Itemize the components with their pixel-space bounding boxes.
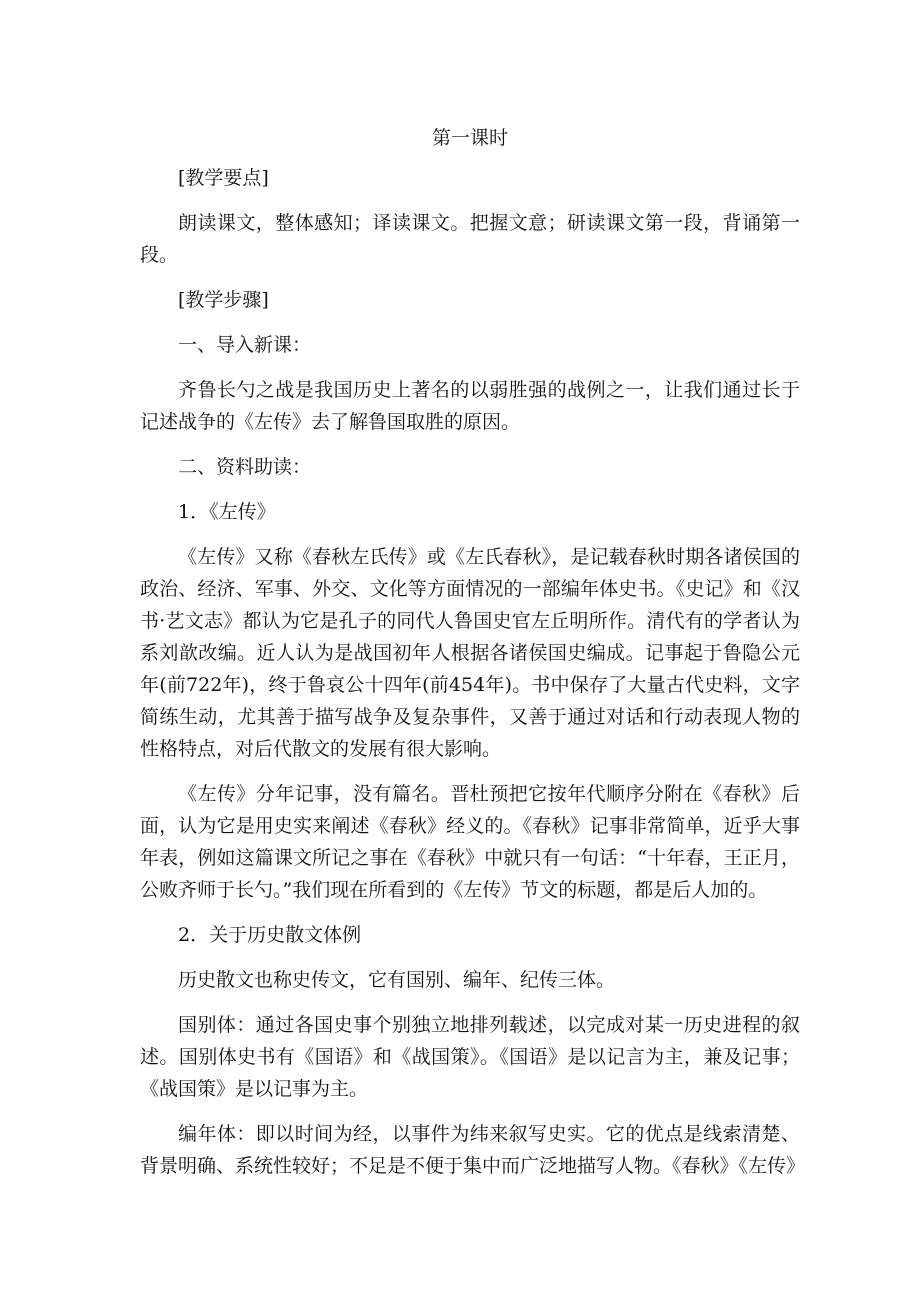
lesson-title: 第一课时 bbox=[431, 127, 508, 149]
introduction-paragraph: 齐鲁长勺之战是我国历史上著名的以弱胜强的战例之一，让我们通过长于记述战争的《左传》去了解鲁国取胜的原因。 bbox=[140, 379, 800, 433]
document-body bbox=[140, 122, 806, 1195]
subsection-historical-prose-heading: 2．关于历史散文体例 bbox=[178, 924, 362, 946]
zuozhuan-paragraph-1: 《左传》又称《春秋左氏传》或《左氏春秋》，是记载春秋时期各诸侯国的政治、经济、军事、外交、文化等方面情况的一部编年体史书。《史记》和《汉书·艺文志》都认为它是孔子的同代人鲁国史官左丘明所作。清代有的学者认为系刘歆改编。近人认为是战国初年人根据各诸侯国史编成。记事起于鲁隐公元年(前722年)，终于鲁哀公十四年(前454年)。书中保存了大量古代史料，文字简练生动，尤其善于描写战争及复杂事件，又善于通过对话和行动表现人物的性格特点，对后代散文的发展有很大影响。 bbox=[140, 546, 800, 760]
historical-prose-intro: 历史散文也称史传文，它有国别、编年、纪传三体。 bbox=[178, 969, 616, 991]
section-heading-key-points: [教学要点] bbox=[178, 167, 269, 189]
key-points-text: 朗读课文，整体感知；译读课文。把握文意；研读课文第一段，背诵第一段。 bbox=[140, 212, 800, 266]
step-one-heading: 一、导入新课： bbox=[178, 334, 312, 356]
zuozhuan-paragraph-2: 《左传》分年记事，没有篇名。晋杜预把它按年代顺序分附在《春秋》后面，认为它是用史实来阐述《春秋》经义的。《春秋》记事非常简单，近乎大事年表，例如这篇课文所记之事在《春秋》中就只有一句话：“十年春，王正月，公败齐师于长勺。”我们现在所看到的《左传》节文的标题，都是后人加的。 bbox=[140, 783, 800, 901]
step-two-heading: 二、资料助读： bbox=[178, 456, 312, 478]
section-heading-steps: [教学步骤] bbox=[178, 289, 269, 311]
biannian-style-paragraph: 编年体：即以时间为经，以事件为纬来叙写史实。它的优点是线索清楚、背景明确、系统性较好；不足是不便于集中而广泛地描写人物。《春秋》《左传》 bbox=[140, 1123, 806, 1177]
guobie-style-paragraph: 国别体：通过各国史事个别独立地排列载述，以完成对某一历史进程的叙述。国别体史书有《国语》和《战国策》。《国语》是以记言为主，兼及记事；《战国策》是以记事为主。 bbox=[140, 1014, 800, 1100]
subsection-zuozhuan-heading: 1．《左传》 bbox=[178, 501, 276, 523]
